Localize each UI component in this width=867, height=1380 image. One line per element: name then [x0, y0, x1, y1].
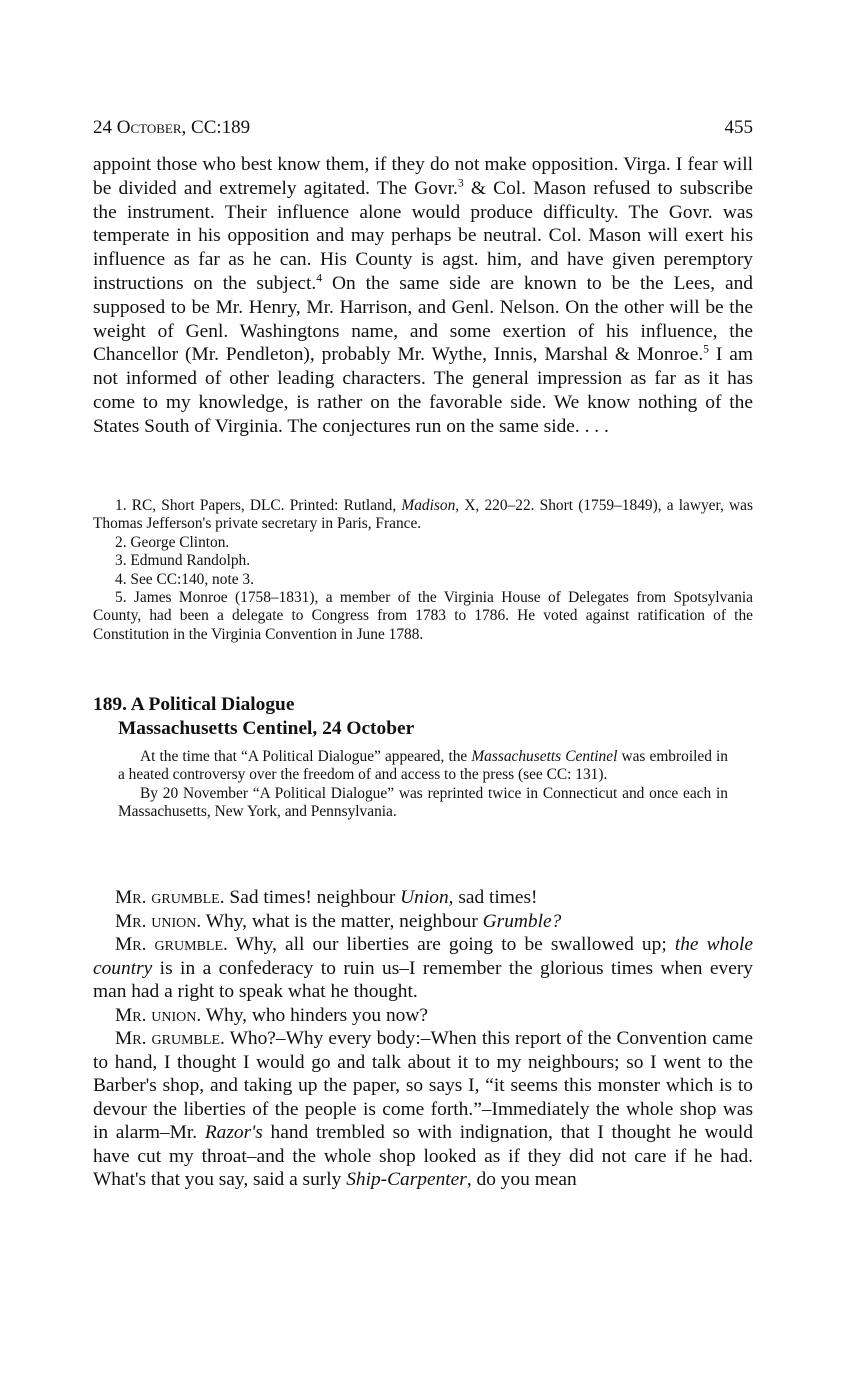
headnote [118, 748, 728, 822]
document-subtitle: Massachusetts Centinel, 24 October [118, 718, 415, 739]
document-heading [93, 693, 753, 741]
italic-run: Ship-Carpenter [346, 1169, 467, 1190]
dialogue-line [93, 933, 753, 1004]
dialogue-line [93, 886, 753, 910]
dialogue-text [93, 886, 753, 1192]
letter-text [93, 153, 753, 439]
italic-run: Razor's [204, 1122, 263, 1143]
footnote-ref: 4 [316, 271, 323, 285]
speaker-label: Mr. union. [115, 910, 202, 932]
header-date-label: 24 October, CC:189 [93, 117, 251, 138]
dialogue-line [93, 1027, 753, 1192]
text-run: Sad times! neighbour [224, 887, 401, 908]
footnote-4: 4. See CC:140, note 3. [115, 570, 254, 588]
letter-paragraph [93, 153, 753, 439]
italic-run: the whole country [93, 934, 753, 979]
italic-run: Grumble? [482, 910, 562, 932]
dialogue-line [93, 910, 753, 934]
text-run: , X, 220–22. Short (1759–1849), a lawyer, was Thomas Jefferson's private secretary in Paris, France. [93, 497, 753, 533]
text-run: Why, who hinders you now? [201, 1004, 428, 1026]
footnote-2: 2. George Clinton. [115, 533, 230, 551]
speaker-label: Mr. grumble. [115, 1028, 225, 1049]
dialogue-line [93, 1004, 753, 1028]
text-run: At the time that “A Political Dialogue” appeared, the [140, 748, 472, 765]
text-run: , do you mean [466, 1169, 577, 1190]
headnote-paragraph [118, 748, 728, 785]
text-run: Why, what is the matter, neighbour [201, 910, 483, 932]
text-run: hand trembled so with indignation, that I thought he would have cut my throat–and the whole shop looked as if they did not care if he had. What's that you say, said a surly [93, 1122, 753, 1190]
text-run: Why, all our liberties are going to be swallowed up; [227, 934, 675, 955]
italic-run: Madison [401, 497, 456, 514]
footnote-3: 3. Edmund Randolph. [115, 552, 251, 570]
footnote-5: 5. James Monroe (1758–1831), a member of the Virginia House of Delegates from Spotsylvania County, had been a delegate to Congress from 1783 to 1786. He voted against ratification of the Constitution in the Virginia Convention in June 1788. [93, 589, 753, 643]
text-run: Who?–Why every body:–When this report of the Convention came to hand, I thought I would go and talk about it to my neighbours; so I went to the Barber's shop, and taking up the paper, so says I, “it seems this monster which is to devour the liberties of the people is come forth.”–Immediately the whole shop was in alarm–Mr. [93, 1028, 753, 1143]
text-run: 1. RC, Short Papers, DLC. Printed: Rutland, [115, 497, 402, 514]
footnote-ref: 3 [457, 176, 464, 190]
italic-run: Massachusetts Centinel [471, 748, 618, 765]
document-title: 189. A Political Dialogue [93, 694, 295, 715]
text-run: appoint those who best know them, if they do not make opposition. Virga. I fear will be divided and extremely agitated. The Govr. [93, 154, 753, 199]
speaker-label: Mr. grumble. [115, 887, 225, 908]
text-run: , sad times! [448, 887, 538, 908]
text-run: & Col. Mason refused to subscribe the instrument. Their influence alone would produce difficulty. The Govr. was temperate in his opposition and may perhaps be neutral. Col. Mason will exert his influence as far as he can. His County is agst. him, and have given peremptory instructions on the subject. [93, 177, 754, 294]
italic-run: Union [400, 887, 449, 908]
footnote-ref: 5 [703, 342, 709, 356]
speaker-label: Mr. union. [115, 1004, 202, 1026]
text-run: I am not informed of other leading characters. The general impression as far as it has come to my knowledge, is rather on the favorable side. We know nothing of the States South of Virginia. The conjectures run on the same side. . . . [93, 344, 753, 437]
text-run: was embroiled in a heated controversy over the freedom of and access to the press (see CC: 131). [118, 748, 728, 784]
footnote-1 [93, 497, 753, 534]
page-number: 455 [724, 117, 753, 138]
text-run: On the same side are known to be the Lees, and supposed to be Mr. Henry, Mr. Harrison, and Genl. Nelson. On the other will be the weight of Genl. Washingtons name, and some exertion of his influence, the Chancellor (Mr. Pendleton), probably Mr. Wythe, Innis, Marshal & Monroe. [93, 272, 753, 366]
headnote-paragraph: By 20 November “A Political Dialogue” was reprinted twice in Connecticut and once each in Massachusetts, New York, and Pennsylvania. [118, 784, 728, 821]
speaker-label: Mr. grumble. [115, 934, 228, 955]
text-run: is in a confederacy to ruin us–I remember the glorious times when every man had a right to speak what he thought. [93, 957, 753, 1002]
footnotes [93, 497, 753, 644]
